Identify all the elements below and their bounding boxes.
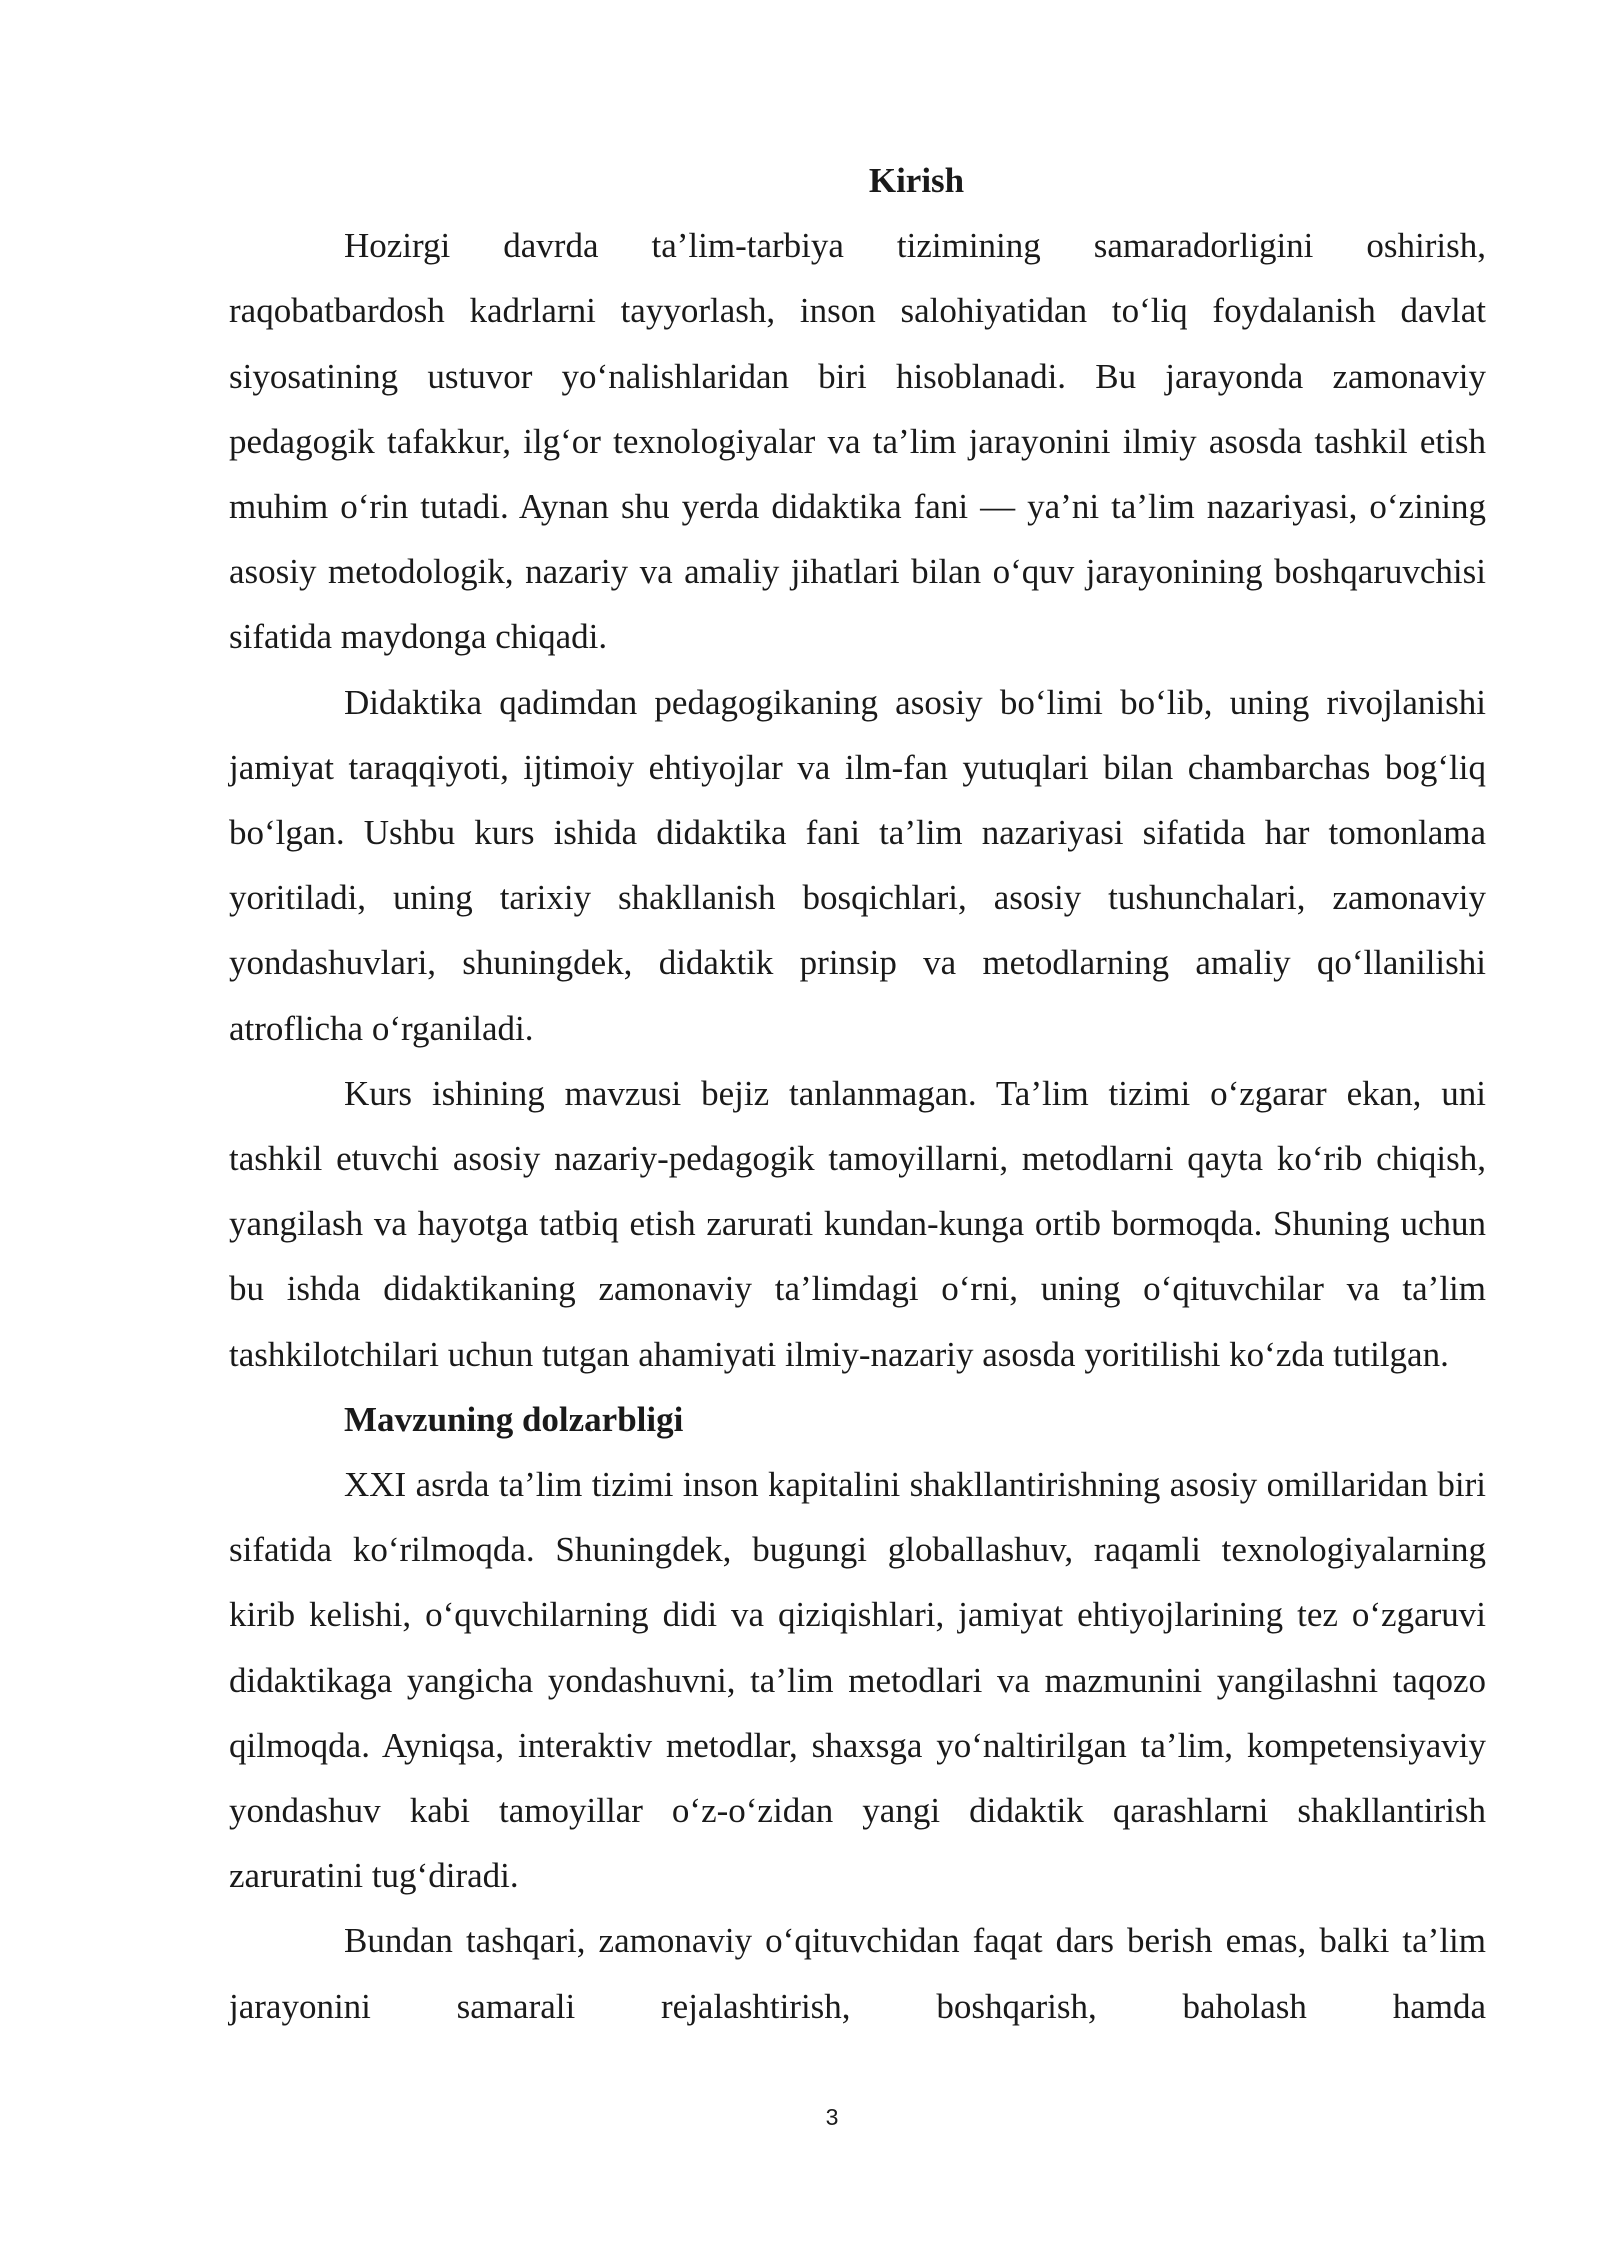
paragraph-intro-1: Hozirgi davrda ta’lim-tarbiya tizimining samaradorligini oshirish, raqobatbardosh kadrlarni tayyorlash, inson salohiyatidan to‘liq foydalanish davlat siyosatining ustuvor yo‘nalishlaridan biri hisoblanadi. Bu jarayonda zamonaviy pedagogik tafakkur, ilg‘or texnologiyalar va ta’lim jarayonini ilmiy asosda tashkil etish muhim o‘rin tutadi. Aynan shu yerda didaktika fani — ya’ni ta’lim nazariyasi, o‘zining asosiy metodologik, nazariy va amaliy jihatlari bilan o‘quv jarayonining boshqaruvchisi sifatida maydonga chiqadi. [229,226,1486,657]
section-title: Kirish [868,161,965,200]
subheading-relevance: Mavzuning dolzarbligi [344,1399,684,1439]
page-body [229,148,1486,2039]
paragraph-relevance-1: XXI asrda ta’lim tizimi inson kapitalini shakllantirishning asosiy omillaridan biri sifatida ko‘rilmoqda. Shuningdek, bugungi globallashuv, raqamli texnologiyalarning kirib kelishi, o‘quvchilarning didi va qiziqishlari, jamiyat ehtiyojlarining tez o‘zgaruvi didaktikaga yangicha yondashuvni, ta’lim metodlari va mazmunini yangilashni taqozo qilmoqda. Ayniqsa, interaktiv metodlar, shaxsga yo‘naltirilgan ta’lim, kompetensiyaviy yondashuv kabi tamoyillar o‘z-o‘zidan yangi didaktik qarashlarni shakllantirish zaruratini tug‘diradi. [229,1465,1486,1896]
paragraph-intro-2: Didaktika qadimdan pedagogikaning asosiy bo‘limi bo‘lib, uning rivojlanishi jamiyat taraqqiyoti, ijtimoiy ehtiyojlar va ilm-fan yutuqlari bilan chambarchas bog‘liq bo‘lgan. Ushbu kurs ishida didaktika fani ta’lim nazariyasi sifatida har tomonlama yoritiladi, uning tarixiy shakllanish bosqichlari, asosiy tushunchalari, zamonaviy yondashuvlari, shuningdek, didaktik prinsip va metodlarning amaliy qo‘llanilishi atroflicha o‘rganiladi. [229,682,1486,1048]
page-number: 3 [825,2104,839,2130]
paragraph-relevance-2: Bundan tashqari, zamonaviy o‘qituvchidan faqat dars berish emas, balki ta’lim jarayonini samarali rejalashtirish, boshqarish, baholash hamda [229,1921,1486,2026]
paragraph-intro-3: Kurs ishining mavzusi bejiz tanlanmagan. Ta’lim tizimi o‘zgarar ekan, uni tashkil etuvchi asosiy nazariy-pedagogik tamoyillarni, metodlarni qayta ko‘rib chiqish, yangilash va hayotga tatbiq etish zarurati kundan-kunga ortib bormoqda. Shuning uchun bu ishda didaktikaning zamonaviy ta’limdagi o‘rni, uning o‘qituvchilar va ta’lim tashkilotchilari uchun tutgan ahamiyati ilmiy-nazariy asosda yoritilishi ko‘zda tutilgan. [229,1073,1486,1374]
